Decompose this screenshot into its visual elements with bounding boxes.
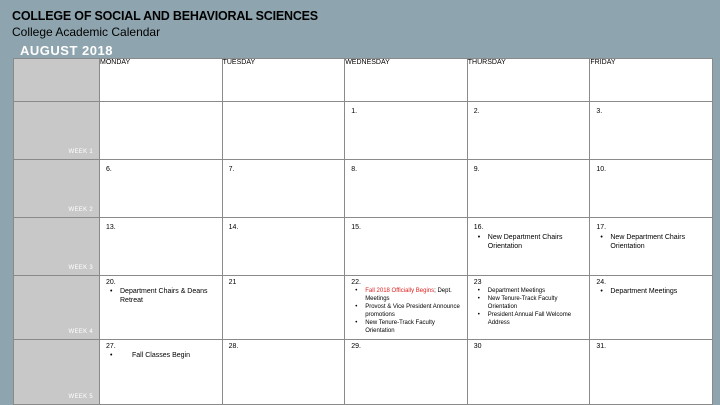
day-cell[interactable] [590,218,713,276]
day-number: 7. [228,166,235,173]
calendar-subtitle: College Academic Calendar [12,25,161,39]
day-cell[interactable] [345,276,468,340]
event-list [345,287,467,335]
day-number: 24. [596,279,607,286]
day-number: 28. [228,343,239,350]
day-cell[interactable] [345,160,468,218]
event-item: • Provost & Vice President Announce promotions [365,303,463,319]
day-header-tuesday: TUESDAY [222,59,345,102]
day-number: 1. [351,108,358,115]
day-number: 20. [106,279,116,286]
day-number: 22. [351,279,361,286]
day-cell[interactable] [100,218,223,276]
event-list [590,233,712,251]
day-number: 17. [596,224,607,231]
event-item: • New Tenure-Track Faculty Orientation [488,295,586,311]
week-label: WEEK 3 [68,265,93,271]
week-label: WEEK 2 [68,207,93,213]
day-number: 30 [473,343,482,350]
day-number: 21 [228,279,237,286]
day-cell[interactable] [222,276,345,340]
event-item: • President Annual Fall Welcome Address [488,311,586,327]
event-item [365,287,463,303]
day-number: 6. [106,166,112,173]
day-number: 29. [351,343,361,350]
week-label-cell [14,218,100,276]
day-number: 27. [106,343,116,350]
event-list [468,287,590,327]
day-cell[interactable] [222,160,345,218]
day-cell[interactable] [467,340,590,405]
event-item: • New Tenure-Track Faculty Orientation [365,319,463,335]
event-item: • New Department Chairs Orientation [488,233,586,251]
day-cell[interactable] [590,102,713,160]
day-cell[interactable] [345,102,468,160]
week-label: WEEK 4 [68,329,93,335]
day-number: 3. [596,108,603,115]
day-cell[interactable] [100,276,223,340]
day-cell[interactable] [222,102,345,160]
day-cell[interactable] [345,340,468,405]
month-title: AUGUST 2018 [20,43,113,58]
day-number: 15. [351,224,361,231]
day-number: 9. [473,166,480,173]
week-label: WEEK 5 [68,394,93,400]
day-cell[interactable] [467,276,590,340]
day-header-row [14,59,713,102]
day-number: 8. [351,166,358,173]
event-item: • New Department Chairs Orientation [610,233,708,251]
week-row [14,102,713,160]
day-header-wednesday: WEDNESDAY [345,59,468,102]
week-row [14,218,713,276]
event-item: • Department Meetings [488,287,586,295]
event-list [468,233,590,251]
event-list [590,287,712,296]
day-cell[interactable] [100,340,223,405]
day-number: 13. [106,224,116,231]
event-item: • Fall Classes Begin [120,351,218,360]
calendar-grid [13,58,713,405]
day-number: 23 [473,279,482,286]
event-list [100,351,222,360]
week-label-cell [14,276,100,340]
event-list [100,287,222,305]
day-number [100,102,222,108]
week-label: WEEK 1 [68,149,93,155]
day-cell[interactable] [222,340,345,405]
event-item: • Department Meetings [610,287,708,296]
day-number [223,102,345,108]
week-label-cell [14,160,100,218]
day-cell[interactable] [467,102,590,160]
day-cell[interactable] [590,160,713,218]
day-cell[interactable] [590,276,713,340]
day-cell[interactable] [467,160,590,218]
day-cell[interactable] [467,218,590,276]
day-number: 16. [473,224,484,231]
week-row [14,276,713,340]
college-title: COLLEGE OF SOCIAL AND BEHAVIORAL SCIENCES [12,9,318,23]
day-number: 10. [596,166,607,173]
event-item: • Department Chairs & Deans Retreat [120,287,218,305]
week-row [14,160,713,218]
day-cell[interactable] [100,102,223,160]
day-number: 14. [228,224,239,231]
day-cell[interactable] [222,218,345,276]
event-text: ; Dept. Meetings [365,288,452,302]
week-label-cell [14,340,100,405]
event-highlight: Fall 2018 Officially Begins [365,288,435,294]
day-cell[interactable] [100,160,223,218]
corner-cell [14,59,100,102]
day-header-monday: MONDAY [100,59,223,102]
day-number: 31. [596,343,607,350]
day-header-thursday: THURSDAY [467,59,590,102]
day-cell[interactable] [345,218,468,276]
day-number: 2. [473,108,480,115]
day-header-friday: FRIDAY [590,59,713,102]
day-cell[interactable] [590,340,713,405]
week-label-cell [14,102,100,160]
week-row [14,340,713,405]
